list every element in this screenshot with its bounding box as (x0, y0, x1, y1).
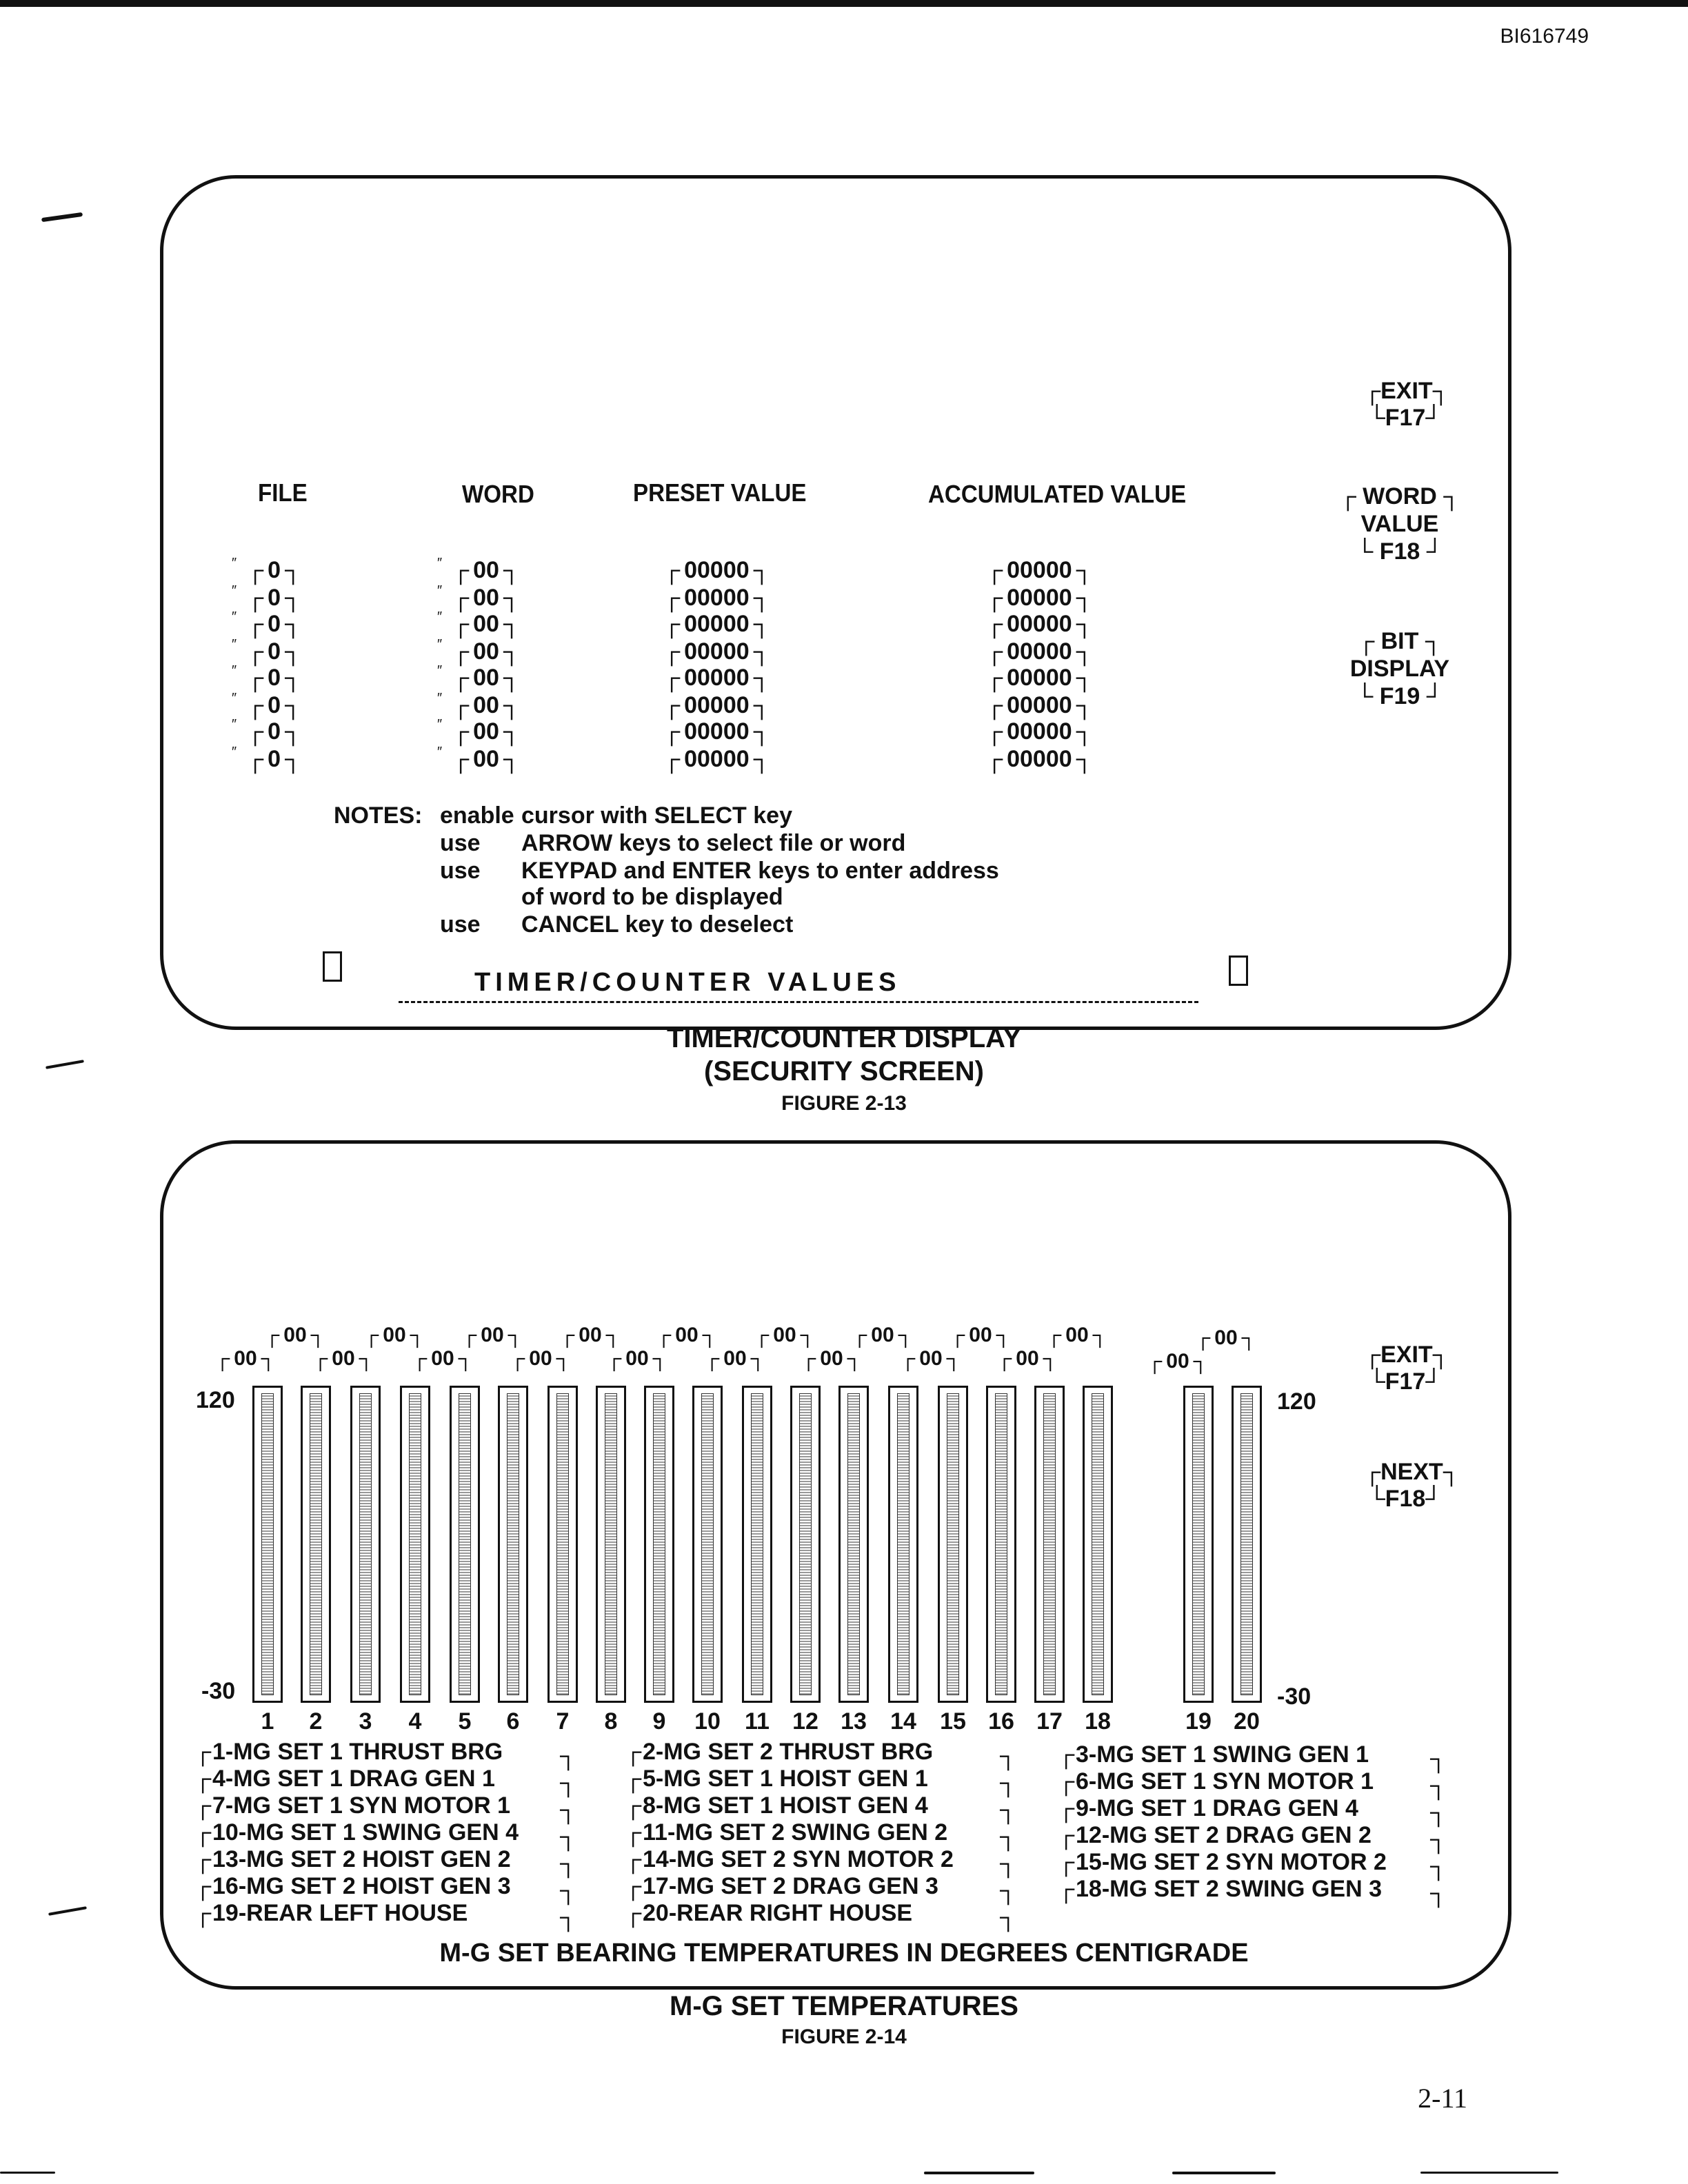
word-value-key: F18 (1379, 538, 1420, 565)
bar-value: ┌ 00 ┐ (852, 1324, 913, 1347)
legend-bracket: ┌ (194, 1900, 212, 1926)
bit-display-key: F19 (1379, 683, 1420, 709)
legend-bracket: ┐ (560, 1877, 577, 1903)
legend-bracket: ┐ (1430, 1799, 1447, 1826)
next-key: F18 (1385, 1486, 1426, 1512)
legend-bracket: ┌ (1058, 1795, 1075, 1821)
legend-item: 20-REAR RIGHT HOUSE (643, 1900, 913, 1926)
legend-bracket: ┌ (194, 1792, 212, 1819)
bar-value: ┌ 00 ┐ (656, 1324, 717, 1347)
note-text: cursor with SELECT key (521, 802, 792, 829)
legend-bracket: ┐ (560, 1770, 577, 1796)
row-marker: ″ (232, 556, 237, 571)
bar-fill (653, 1393, 665, 1695)
word-cell[interactable]: ┌ 00 ┐ (452, 692, 520, 719)
file-cell[interactable]: ┌ 0 ┐ (247, 746, 301, 773)
legend-bracket: ┌ (194, 1819, 212, 1846)
bar-number: 16 (988, 1708, 1014, 1735)
bar-number: 20 (1234, 1708, 1260, 1735)
bar-fill (701, 1393, 714, 1695)
bar-fill (556, 1393, 569, 1695)
row-marker: ″ (232, 691, 237, 706)
bar-value: ┌ 00 ┐ (607, 1347, 667, 1371)
bar-number: 15 (940, 1708, 966, 1735)
legend-bracket: ┌ (625, 1900, 642, 1926)
bar-value: ┌ 00 ┐ (1147, 1350, 1208, 1373)
file-cell[interactable]: ┌ 0 ┐ (247, 638, 301, 665)
bar-number: 1 (261, 1708, 274, 1735)
bar-fill (995, 1393, 1007, 1695)
legend-bracket: ┐ (560, 1904, 577, 1930)
row-marker: ″ (437, 583, 443, 598)
temperature-bar-15 (938, 1386, 968, 1703)
legend-bracket: ┐ (1000, 1743, 1017, 1769)
row-marker: ″ (232, 717, 237, 732)
preset-cell: ┌ 00000 ┐ (663, 718, 770, 745)
bar-value: ┌ 00 ┐ (364, 1324, 425, 1347)
legend-bracket: ┐ (1000, 1823, 1017, 1850)
next-label: NEXT (1380, 1459, 1443, 1485)
exit-label: EXIT (1380, 1342, 1433, 1368)
bar-fill (847, 1393, 860, 1695)
word-value-label1: WORD (1363, 483, 1437, 509)
bar-number: 4 (408, 1708, 422, 1735)
bar-fill (310, 1393, 322, 1695)
row-marker: ″ (437, 609, 443, 625)
bar-fill (359, 1393, 372, 1695)
row-marker: ″ (232, 663, 237, 678)
exit-key: F17 (1385, 1368, 1426, 1395)
row-marker: ″ (437, 745, 443, 760)
legend-item: 10-MG SET 1 SWING GEN 4 (212, 1819, 519, 1846)
bar-fill (1192, 1393, 1205, 1695)
exit-f17-button[interactable]: ┌EXIT┐ └F17┘ (1364, 378, 1449, 431)
legend-item: 19-REAR LEFT HOUSE (212, 1900, 468, 1926)
legend-bracket: ┐ (560, 1850, 577, 1877)
temperature-bar-9 (644, 1386, 674, 1703)
note-lead: use (440, 830, 481, 856)
note-text: ARROW keys to select file or word (521, 830, 906, 856)
word-cell[interactable]: ┌ 00 ┐ (452, 718, 520, 745)
bar-fill (947, 1393, 959, 1695)
preset-cell: ┌ 00000 ┐ (663, 611, 770, 638)
bar-value: ┌ 00 ┐ (560, 1324, 621, 1347)
legend-bracket: ┌ (1058, 1741, 1075, 1768)
temperature-bar-20 (1232, 1386, 1262, 1703)
legend-bracket: ┌ (194, 1846, 212, 1872)
margin-mark (41, 212, 83, 222)
bar-value: ┌ 00 ┐ (1047, 1324, 1107, 1347)
axis-min-left: -30 (201, 1678, 236, 1704)
word-cell[interactable]: ┌ 00 ┐ (452, 746, 520, 773)
bit-display-label1: BIT (1380, 628, 1419, 654)
legend-item: 14-MG SET 2 SYN MOTOR 2 (643, 1846, 954, 1872)
bit-display-f19-button[interactable]: ┌ BIT ┐ DISPLAY └ F19 ┘ (1331, 627, 1469, 710)
figure-2-13-caption-line1: TIMER/COUNTER DISPLAY (666, 1023, 1022, 1053)
legend-bracket: ┐ (1000, 1877, 1017, 1903)
accum-cell: ┌ 00000 ┐ (986, 611, 1093, 638)
accum-cell: ┌ 00000 ┐ (986, 665, 1093, 691)
bar-number: 5 (458, 1708, 472, 1735)
file-cell[interactable]: ┌ 0 ┐ (247, 692, 301, 719)
bar-value: ┌ 00 ┐ (1196, 1326, 1256, 1350)
temperature-bar-5 (450, 1386, 480, 1703)
legend-item: 15-MG SET 2 SYN MOTOR 2 (1076, 1849, 1387, 1875)
notes-label: NOTES: (334, 802, 423, 829)
temperature-bar-17 (1034, 1386, 1065, 1703)
temperature-bar-13 (838, 1386, 869, 1703)
preset-cell: ┌ 00000 ┐ (663, 692, 770, 719)
next-f18-button[interactable]: ┌NEXT┐ └F18┘ (1364, 1459, 1460, 1512)
legend-bracket: ┐ (1000, 1797, 1017, 1823)
bar-number: 14 (890, 1708, 916, 1735)
word-value-f18-button[interactable]: ┌ WORD ┐ VALUE └ F18 ┘ (1331, 483, 1469, 565)
row-marker: ″ (437, 663, 443, 678)
bar-value: ┌ 00 ┐ (901, 1347, 961, 1371)
bar-fill (409, 1393, 421, 1695)
margin-mark (48, 1906, 87, 1916)
legend-item: 13-MG SET 2 HOIST GEN 2 (212, 1846, 511, 1872)
bar-value: ┌ 00 ┐ (801, 1347, 862, 1371)
bar-number: 3 (359, 1708, 372, 1735)
bar-value: ┌ 00 ┐ (705, 1347, 765, 1371)
bar-value: ┌ 00 ┐ (462, 1324, 523, 1347)
legend-item: 4-MG SET 1 DRAG GEN 1 (212, 1766, 495, 1792)
temperature-bar-19 (1183, 1386, 1214, 1703)
bar-fill (897, 1393, 910, 1695)
exit-label: EXIT (1380, 378, 1433, 404)
legend-bracket: ┌ (1058, 1822, 1075, 1848)
left-cursor-marker (323, 951, 342, 982)
bar-number: 6 (506, 1708, 520, 1735)
legend-bracket: ┐ (1430, 1746, 1447, 1772)
word-value-label2: VALUE (1360, 511, 1439, 537)
file-cell[interactable]: ┌ 0 ┐ (247, 585, 301, 611)
bar-value: ┌ 00 ┐ (950, 1324, 1011, 1347)
temperature-bar-12 (790, 1386, 821, 1703)
legend-item: 6-MG SET 1 SYN MOTOR 1 (1076, 1768, 1374, 1794)
legend-bracket: ┐ (560, 1797, 577, 1823)
preset-cell: ┌ 00000 ┐ (663, 638, 770, 665)
axis-max-right: 120 (1277, 1388, 1316, 1415)
temperature-bar-6 (498, 1386, 528, 1703)
accum-cell: ┌ 00000 ┐ (986, 557, 1093, 584)
legend-bracket: ┐ (1430, 1853, 1447, 1879)
temperature-bar-4 (400, 1386, 430, 1703)
bar-number: 11 (745, 1708, 770, 1735)
document-id: BI616749 (1500, 25, 1589, 48)
bar-value: ┌ 00 ┐ (754, 1324, 815, 1347)
word-cell[interactable]: ┌ 00 ┐ (452, 638, 520, 665)
bar-number: 2 (309, 1708, 323, 1735)
bar-number: 19 (1185, 1708, 1212, 1735)
file-cell[interactable]: ┌ 0 ┐ (247, 665, 301, 691)
accum-cell: ┌ 00000 ┐ (986, 746, 1093, 773)
word-cell[interactable]: ┌ 00 ┐ (452, 557, 520, 584)
preset-header: PRESET VALUE (633, 478, 807, 507)
bar-value: ┌ 00 ┐ (997, 1347, 1058, 1371)
legend-bracket: ┌ (1058, 1768, 1075, 1794)
legend-bracket: ┌ (625, 1792, 642, 1819)
temperature-bar-2 (301, 1386, 331, 1703)
legend-bracket: ┐ (1430, 1826, 1447, 1852)
bar-fill (605, 1393, 617, 1695)
legend-item: 1-MG SET 1 THRUST BRG (212, 1739, 503, 1765)
preset-cell: ┌ 00000 ┐ (663, 746, 770, 773)
legend-bracket: ┐ (560, 1823, 577, 1850)
legend-item: 3-MG SET 1 SWING GEN 1 (1076, 1741, 1369, 1768)
row-marker: ″ (437, 637, 443, 652)
note-text: of word to be displayed (521, 884, 783, 910)
legend-item: 18-MG SET 2 SWING GEN 3 (1076, 1876, 1382, 1902)
legend-item: 7-MG SET 1 SYN MOTOR 1 (212, 1792, 511, 1819)
legend-bracket: ┌ (194, 1873, 212, 1899)
legend-bracket: ┐ (1000, 1850, 1017, 1877)
temperature-bar-11 (742, 1386, 772, 1703)
bottom-rule (924, 2172, 1034, 2174)
row-marker: ″ (232, 637, 237, 652)
title-dashed-rule (399, 1001, 1198, 1003)
bar-number: 13 (841, 1708, 867, 1735)
file-cell[interactable]: ┌ 0 ┐ (247, 718, 301, 745)
row-marker: ″ (232, 609, 237, 625)
legend-bracket: ┌ (625, 1766, 642, 1792)
bar-fill (751, 1393, 763, 1695)
bar-number: 10 (694, 1708, 721, 1735)
accum-cell: ┌ 00000 ┐ (986, 638, 1093, 665)
right-cursor-marker (1229, 956, 1248, 986)
bar-number: 9 (652, 1708, 666, 1735)
word-cell[interactable]: ┌ 00 ┐ (452, 665, 520, 691)
legend-bracket: ┌ (625, 1819, 642, 1846)
temperature-bar-3 (350, 1386, 381, 1703)
legend-item: 5-MG SET 1 HOIST GEN 1 (643, 1766, 928, 1792)
preset-cell: ┌ 00000 ┐ (663, 585, 770, 611)
legend-bracket: ┐ (560, 1743, 577, 1769)
row-marker: ″ (437, 556, 443, 571)
temperature-bar-16 (986, 1386, 1016, 1703)
axis-min-right: -30 (1277, 1684, 1312, 1710)
note-text: KEYPAD and ENTER keys to enter address (521, 858, 999, 884)
legend-bracket: ┌ (625, 1739, 642, 1765)
legend-bracket: ┌ (194, 1739, 212, 1765)
bar-number: 17 (1036, 1708, 1063, 1735)
legend-bracket: ┐ (1430, 1880, 1447, 1906)
bottom-rule (1420, 2172, 1558, 2174)
axis-max-left: 120 (196, 1387, 235, 1413)
temperature-bar-18 (1083, 1386, 1113, 1703)
figure-2-14-caption: M-G SET TEMPERATURES (670, 1991, 1018, 2021)
temperature-bar-8 (596, 1386, 626, 1703)
temperature-bar-10 (692, 1386, 723, 1703)
row-marker: ″ (437, 691, 443, 706)
exit-key: F17 (1385, 405, 1426, 431)
page-number: 2-11 (1418, 2083, 1467, 2114)
bar-value: ┌ 00 ┐ (313, 1347, 374, 1371)
preset-cell: ┌ 00000 ┐ (663, 557, 770, 584)
bar-value: ┌ 00 ┐ (510, 1347, 571, 1371)
accum-cell: ┌ 00000 ┐ (986, 692, 1093, 719)
legend-item: 17-MG SET 2 DRAG GEN 3 (643, 1873, 938, 1899)
accum-cell: ┌ 00000 ┐ (986, 585, 1093, 611)
legend-bracket: ┌ (1058, 1849, 1075, 1875)
legend-bracket: ┌ (194, 1766, 212, 1792)
bar-number: 18 (1085, 1708, 1111, 1735)
top-rule (0, 0, 1688, 7)
figure-2-14-number: FIGURE 2-14 (781, 2025, 907, 2048)
legend-bracket: ┐ (1000, 1904, 1017, 1930)
accum-cell: ┌ 00000 ┐ (986, 718, 1093, 745)
file-cell[interactable]: ┌ 0 ┐ (247, 557, 301, 584)
file-cell[interactable]: ┌ 0 ┐ (247, 611, 301, 638)
file-header: FILE (258, 478, 308, 507)
exit-f17-button[interactable]: ┌EXIT┐ └F17┘ (1364, 1342, 1449, 1395)
figure-2-13-number: FIGURE 2-13 (781, 1092, 907, 1115)
word-cell[interactable]: ┌ 00 ┐ (452, 585, 520, 611)
word-cell[interactable]: ┌ 00 ┐ (452, 611, 520, 638)
legend-item: 16-MG SET 2 HOIST GEN 3 (212, 1873, 511, 1899)
note-lead: use (440, 858, 481, 884)
legend-bracket: ┌ (625, 1846, 642, 1872)
bar-value: ┌ 00 ┐ (265, 1324, 325, 1347)
legend-bracket: ┌ (625, 1873, 642, 1899)
row-marker: ″ (437, 717, 443, 732)
legend-item: 11-MG SET 2 SWING GEN 2 (643, 1819, 948, 1846)
legend-bracket: ┌ (1058, 1876, 1075, 1902)
bar-fill (1043, 1393, 1056, 1695)
legend-item: 2-MG SET 2 THRUST BRG (643, 1739, 934, 1765)
temperature-bar-7 (547, 1386, 578, 1703)
bottom-rule (1172, 2172, 1276, 2174)
legend-bracket: ┐ (1430, 1772, 1447, 1799)
bar-fill (459, 1393, 471, 1695)
legend-item: 12-MG SET 2 DRAG GEN 2 (1076, 1822, 1372, 1848)
legend-item: 8-MG SET 1 HOIST GEN 4 (643, 1792, 928, 1819)
row-marker: ″ (232, 745, 237, 760)
figure-2-13-caption-line2: (SECURITY SCREEN) (704, 1056, 984, 1086)
note-lead: use (440, 911, 481, 938)
bar-fill (1240, 1393, 1253, 1695)
bar-fill (261, 1393, 274, 1695)
legend-item: 9-MG SET 1 DRAG GEN 4 (1076, 1795, 1358, 1821)
bar-value: ┌ 00 ┐ (412, 1347, 473, 1371)
word-header: WORD (462, 480, 534, 508)
preset-cell: ┌ 00000 ┐ (663, 665, 770, 691)
timer-counter-screen (160, 175, 1511, 1030)
row-marker: ″ (232, 583, 237, 598)
bar-number: 7 (556, 1708, 570, 1735)
bar-number: 8 (604, 1708, 618, 1735)
legend-bracket: ┐ (1000, 1770, 1017, 1796)
bottom-rule (0, 2172, 55, 2174)
bar-number: 12 (792, 1708, 818, 1735)
temperature-bar-1 (252, 1386, 283, 1703)
bar-fill (799, 1393, 812, 1695)
bar-fill (1092, 1393, 1104, 1695)
timer-counter-screen-title: TIMER/COUNTER VALUES (474, 968, 901, 997)
temperature-bar-14 (888, 1386, 918, 1703)
bar-fill (507, 1393, 519, 1695)
mg-screen-title: M-G SET BEARING TEMPERATURES IN DEGREES CENTIGRADE (439, 1939, 1249, 1968)
bit-display-label2: DISPLAY (1349, 656, 1450, 682)
note-text: CANCEL key to deselect (521, 911, 794, 938)
accum-header: ACCUMULATED VALUE (928, 480, 1187, 508)
bar-value: ┌ 00 ┐ (215, 1347, 276, 1371)
note-lead: enable (440, 802, 514, 829)
